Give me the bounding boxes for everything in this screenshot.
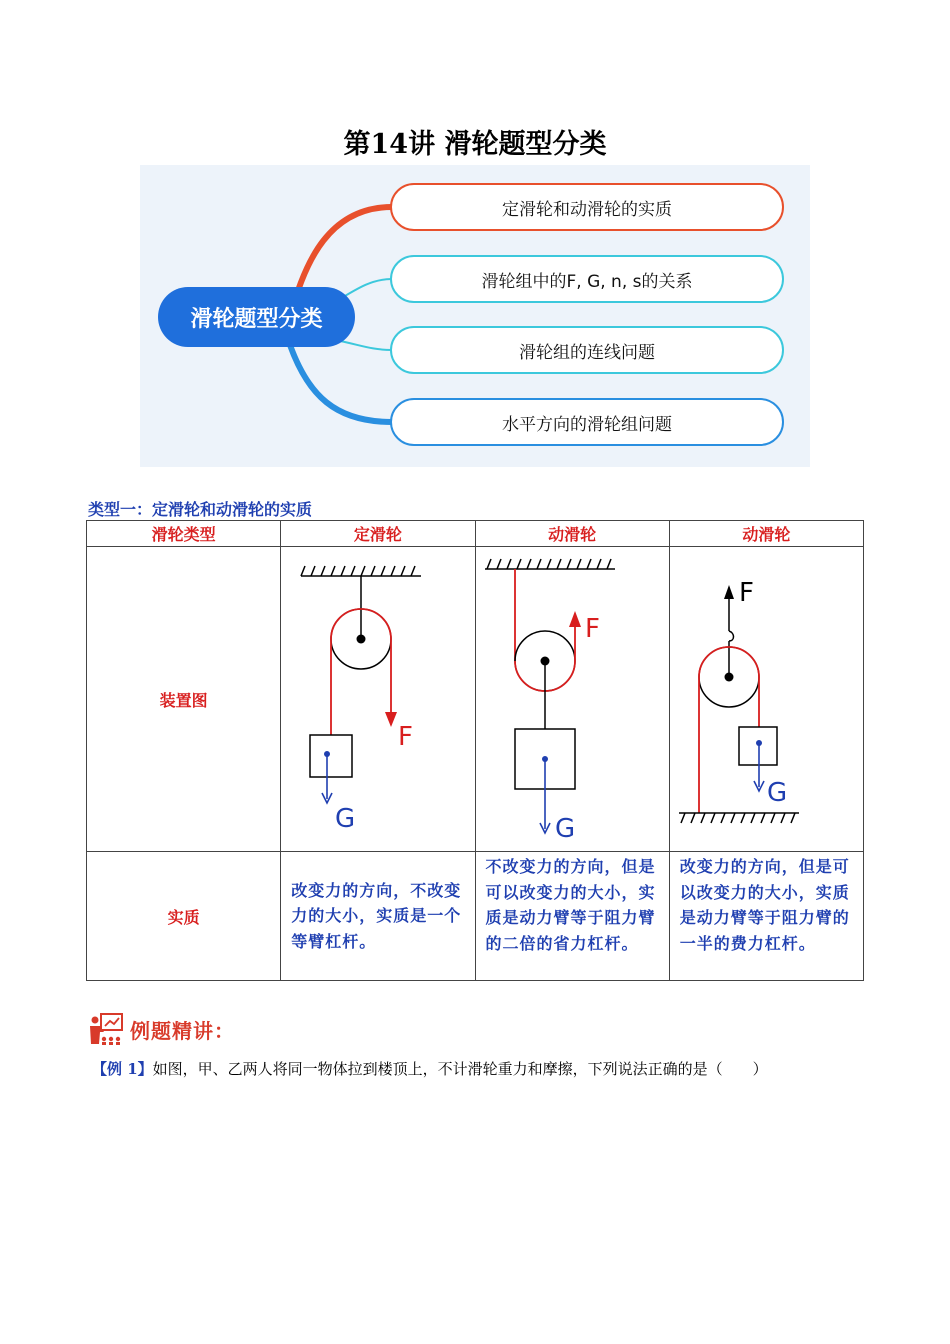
gravity-label: G xyxy=(555,814,576,844)
force-arrow xyxy=(385,712,397,727)
mindmap-branch-4: 水平方向的滑轮组问题 xyxy=(390,398,784,446)
mindmap-branch-1: 定滑轮和动滑轮的实质 xyxy=(390,183,784,231)
table-row-figure xyxy=(87,547,864,852)
page-title: 第14讲 滑轮题型分类 xyxy=(343,129,607,160)
table-header-row xyxy=(87,521,864,547)
ceiling-hatch xyxy=(301,566,421,576)
row-label-figure: 装置图 xyxy=(87,547,281,852)
mindmap xyxy=(140,165,810,467)
connector-cyan-2 xyxy=(340,341,392,350)
section-title: 类型一：定滑轮和动滑轮的实质 xyxy=(88,500,313,519)
force-arrow xyxy=(724,585,734,599)
floor-hatch xyxy=(679,813,799,823)
row-label-essence: 实质 xyxy=(87,852,281,981)
essence-movable: 不改变力的方向，但是可以改变力的大小，实质是动力臂等于阻力臂的二倍的省力杠杆。 xyxy=(475,852,669,981)
example-heading xyxy=(88,1012,235,1046)
load-block xyxy=(310,735,352,777)
force-label: F xyxy=(585,614,601,644)
header-cell: 动滑轮 xyxy=(475,521,669,547)
load-block xyxy=(739,727,777,765)
ceiling-hatch xyxy=(485,559,615,569)
example-1 xyxy=(92,1058,768,1079)
gravity-label: G xyxy=(334,804,356,834)
connector-blue xyxy=(290,345,392,422)
example-heading-text: 例题精讲： xyxy=(130,1018,235,1043)
gravity-label: G xyxy=(767,778,788,808)
mindmap-branch-2: 滑轮组中的F, G, n, s的关系 xyxy=(390,255,784,303)
header-cell: 定滑轮 xyxy=(281,521,475,547)
movable-pulley-figure xyxy=(475,547,669,852)
force-label: F xyxy=(397,722,413,752)
mindmap-branch-3: 滑轮组的连线问题 xyxy=(390,326,784,374)
header-cell: 动滑轮 xyxy=(669,521,863,547)
pulley-table xyxy=(86,520,864,981)
table-row-essence xyxy=(87,852,864,981)
inverted-movable-pulley-figure xyxy=(669,547,863,852)
example-1-tag: 【例 1】 xyxy=(92,1060,153,1078)
mindmap-root: 滑轮题型分类 xyxy=(158,287,355,347)
fixed-pulley-figure xyxy=(281,547,475,852)
teacher-icon xyxy=(88,1012,124,1046)
essence-fixed: 改变力的方向，不改变力的大小，实质是一个等臂杠杆。 xyxy=(281,852,475,981)
force-label: F xyxy=(739,578,755,608)
essence-inverted: 改变力的方向，但是可以改变力的大小，实质是动力臂等于阻力臂的一半的费力杠杆。 xyxy=(669,852,863,981)
example-1-text: 如图，甲、乙两人将同一物体拉到楼顶上，不计滑轮重力和摩擦，下列说法正确的是（ ） xyxy=(152,1060,768,1078)
force-arrow xyxy=(569,611,581,627)
header-cell: 滑轮类型 xyxy=(87,521,281,547)
